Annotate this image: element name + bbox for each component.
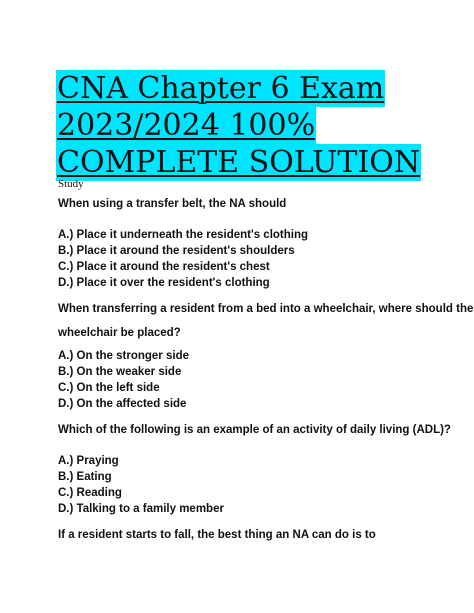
question-2-option-d: D.) On the affected side — [58, 398, 187, 410]
question-1-option-c: C.) Place it around the resident's chest — [58, 261, 270, 273]
question-1-text: When using a transfer belt, the NA should — [58, 198, 287, 210]
question-3-option-a: A.) Praying — [58, 455, 119, 467]
document-title — [56, 70, 421, 181]
question-2-option-a: A.) On the stronger side — [58, 350, 189, 362]
question-2-text-line-1: When transferring a resident from a bed into a wheelchair, where should the — [58, 303, 474, 315]
question-4-text: If a resident starts to fall, the best thing an NA can do is to — [58, 529, 376, 541]
question-3-text: Which of the following is an example of an activity of daily living (ADL)? — [58, 424, 451, 436]
question-2-options — [58, 348, 189, 412]
question-1-option-d: D.) Place it over the resident's clothing — [58, 277, 270, 289]
question-1-option-a: A.) Place it underneath the resident's clothing — [58, 229, 309, 241]
question-2-option-c: C.) On the left side — [58, 382, 160, 394]
title-line-3: COMPLETE SOLUTION — [57, 145, 421, 180]
question-1-options — [58, 227, 308, 291]
study-label: Study — [58, 178, 84, 190]
question-3-option-c: C.) Reading — [58, 487, 122, 499]
question-2-option-b: B.) On the weaker side — [58, 366, 182, 378]
question-2-text-line-2: wheelchair be placed? — [58, 327, 181, 339]
question-1-option-b: B.) Place it around the resident's shoulders — [58, 245, 295, 257]
title-line-1: CNA Chapter 6 Exam — [57, 71, 385, 106]
question-2-text — [58, 297, 474, 345]
question-3-options — [58, 453, 224, 517]
question-3-option-b: B.) Eating — [58, 471, 112, 483]
question-3-option-d: D.) Talking to a family member — [58, 503, 224, 515]
title-line-2: 2023/2024 100% — [57, 108, 316, 143]
